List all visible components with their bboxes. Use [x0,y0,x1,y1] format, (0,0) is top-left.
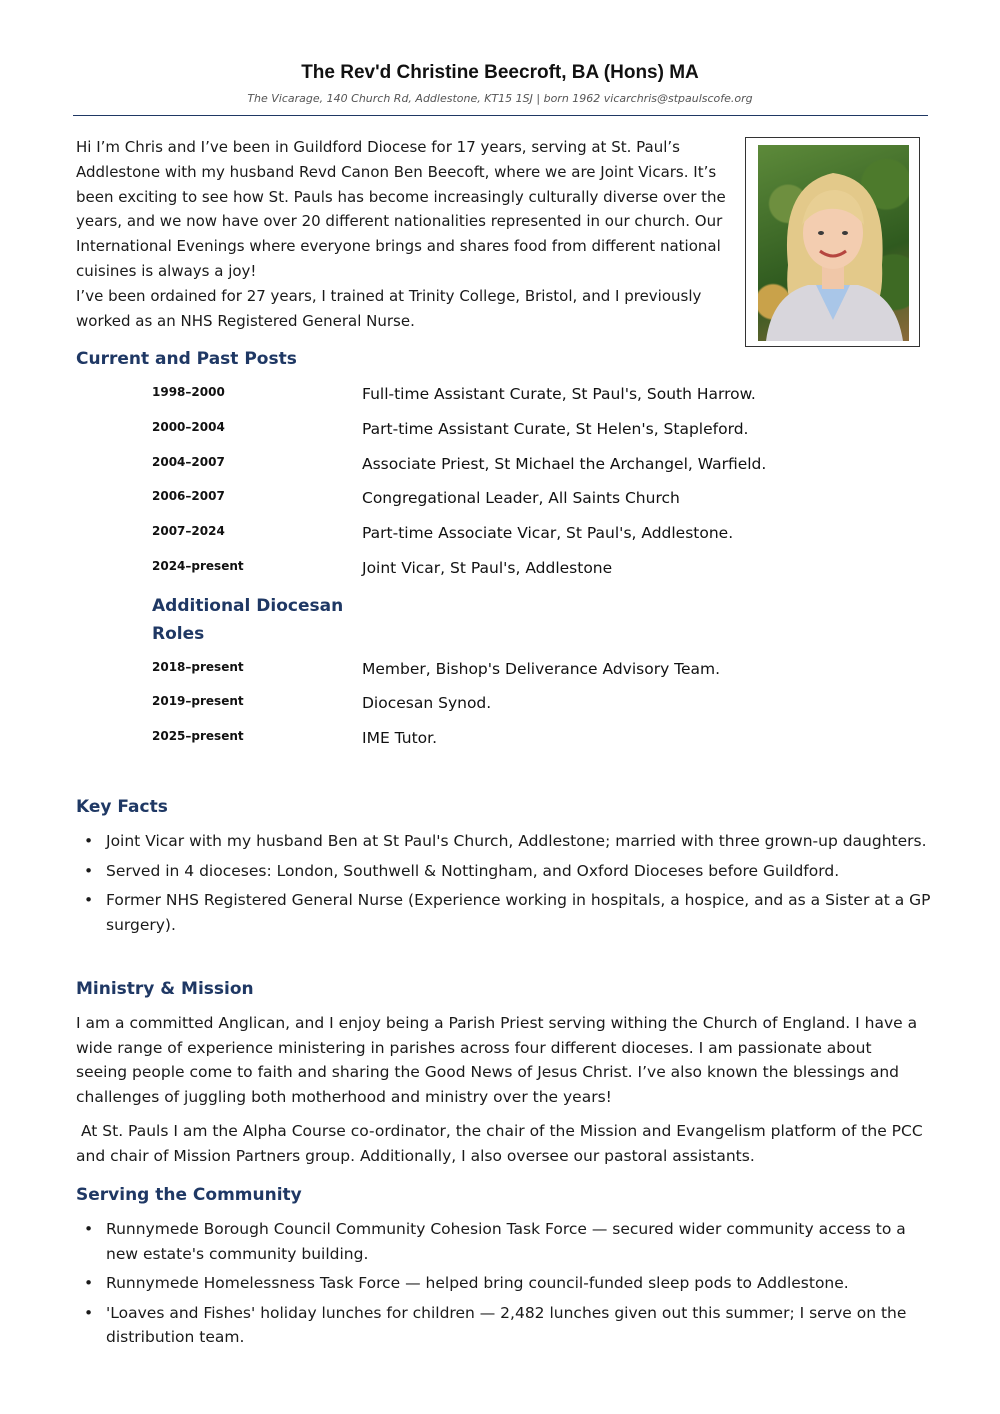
bullet-icon: • [84,1220,94,1238]
post-date: 2006–2007 [152,489,225,503]
role-date: 2019–present [152,694,244,708]
post-title: Joint Vicar, St Paul's, Addlestone [362,559,613,577]
page-title: The Rev'd Christine Beecroft, BA (Hons) MA [301,62,699,83]
post-title: Congregational Leader, All Saints Church [362,489,680,507]
community-text: Runnymede Borough Council Community Cohesion Task Force — secured wider community access to a new estate's community building. [106,1220,906,1263]
post-title: Associate Priest, St Michael the Archangel, Warfield. [362,455,767,473]
fact-text: Served in 4 dioceses: London, Southwell & Nottingham, and Oxford Dioceses before Guildford. [106,861,840,880]
post-date: 2024–present [152,559,244,573]
bullet-icon: • [84,891,94,909]
list-item [76,1217,936,1266]
community-text: 'Loaves and Fishes' holiday lunches for children — 2,482 lunches given out this summer; I serve on the distribution team. [106,1303,907,1346]
list-item [76,859,936,884]
post-title: Part-time Assistant Curate, St Helen's, Stapleford. [362,420,749,438]
community-text: Runnymede Homelessness Task Force — helped bring council-funded sleep pods to Addlestone. [106,1274,849,1292]
list-item [76,888,936,937]
contact-line: The Vicarage, 140 Church Rd, Addlestone, KT15 1SJ | born 1962 vicarchris@stpaulscofe.org [247,92,753,105]
bullet-icon: • [84,832,94,850]
bullet-icon: • [84,1303,94,1322]
ministry-paragraph: I am a committed Anglican, and I enjoy being a Parish Priest serving withing the Church of England. I have a wide range of experience ministering in parishes across four different dioceses. I am passionate about seeing people come to faith and sharing the Good News of Jesus Christ. I’ve also known the blessings and challenges of juggling both motherhood and ministry over the years! [76,1014,918,1106]
posts-heading: Current and Past Posts [76,349,297,369]
post-date: 2004–2007 [152,455,225,469]
key-facts-heading: Key Facts [76,797,168,817]
role-title: Member, Bishop's Deliverance Advisory Team. [362,660,721,678]
role-date: 2018–present [152,660,244,674]
header-divider [73,115,928,116]
fact-text: Joint Vicar with my husband Ben at St Paul's Church, Addlestone; married with three grown-up daughters. [106,832,927,850]
fact-text: Former NHS Registered General Nurse (Experience working in hospitals, a hospice, and as a Sister at a GP surgery). [106,891,931,934]
role-date: 2025–present [152,729,244,743]
post-date: 2007–2024 [152,524,225,538]
bullet-icon: • [84,861,94,880]
community-heading: Serving the Community [76,1185,302,1205]
list-item [76,829,936,854]
post-title: Full-time Assistant Curate, St Paul's, South Harrow. [362,385,756,403]
post-title: Part-time Associate Vicar, St Paul's, Addlestone. [362,524,734,542]
portrait-illustration [758,145,909,341]
ministry-paragraph: At St. Pauls I am the Alpha Course co-ordinator, the chair of the Mission and Evangelism platform of the PCC and chair of Mission Partners group. Additionally, I also oversee our pastoral assistants. [76,1122,928,1165]
list-item [76,1301,936,1350]
community-list [76,1217,936,1355]
post-date: 2000–2004 [152,420,225,434]
list-item [76,1271,936,1296]
role-title: IME Tutor. [362,729,438,747]
portrait-photo [758,145,909,341]
ministry-heading: Ministry & Mission [76,979,254,999]
role-title: Diocesan Synod. [362,694,492,712]
bullet-icon: • [84,1274,94,1292]
portrait-frame [745,137,920,347]
roles-heading: Additional Diocesan Roles [152,596,344,644]
key-facts-list [76,829,936,942]
post-date: 1998–2000 [152,385,225,399]
intro-paragraph: Hi I’m Chris and I’ve been in Guildford Diocese for 17 years, serving at St. Paul’s Addlestone with my husband Revd Canon Ben Beecoft, where we are Joint Vicars. It’s been exciting to see how St. Pauls has become increasingly culturally diverse over the years, and we now have over 20 different nationalities represented in our church. Our International Evenings where everyone brings and shares food from different national cuisines is always a joy! I’ve been ordained for 27 years, I trained at Trinity College, Bristol, and I previously worked as an NHS Registered General Nurse. [76,138,726,330]
